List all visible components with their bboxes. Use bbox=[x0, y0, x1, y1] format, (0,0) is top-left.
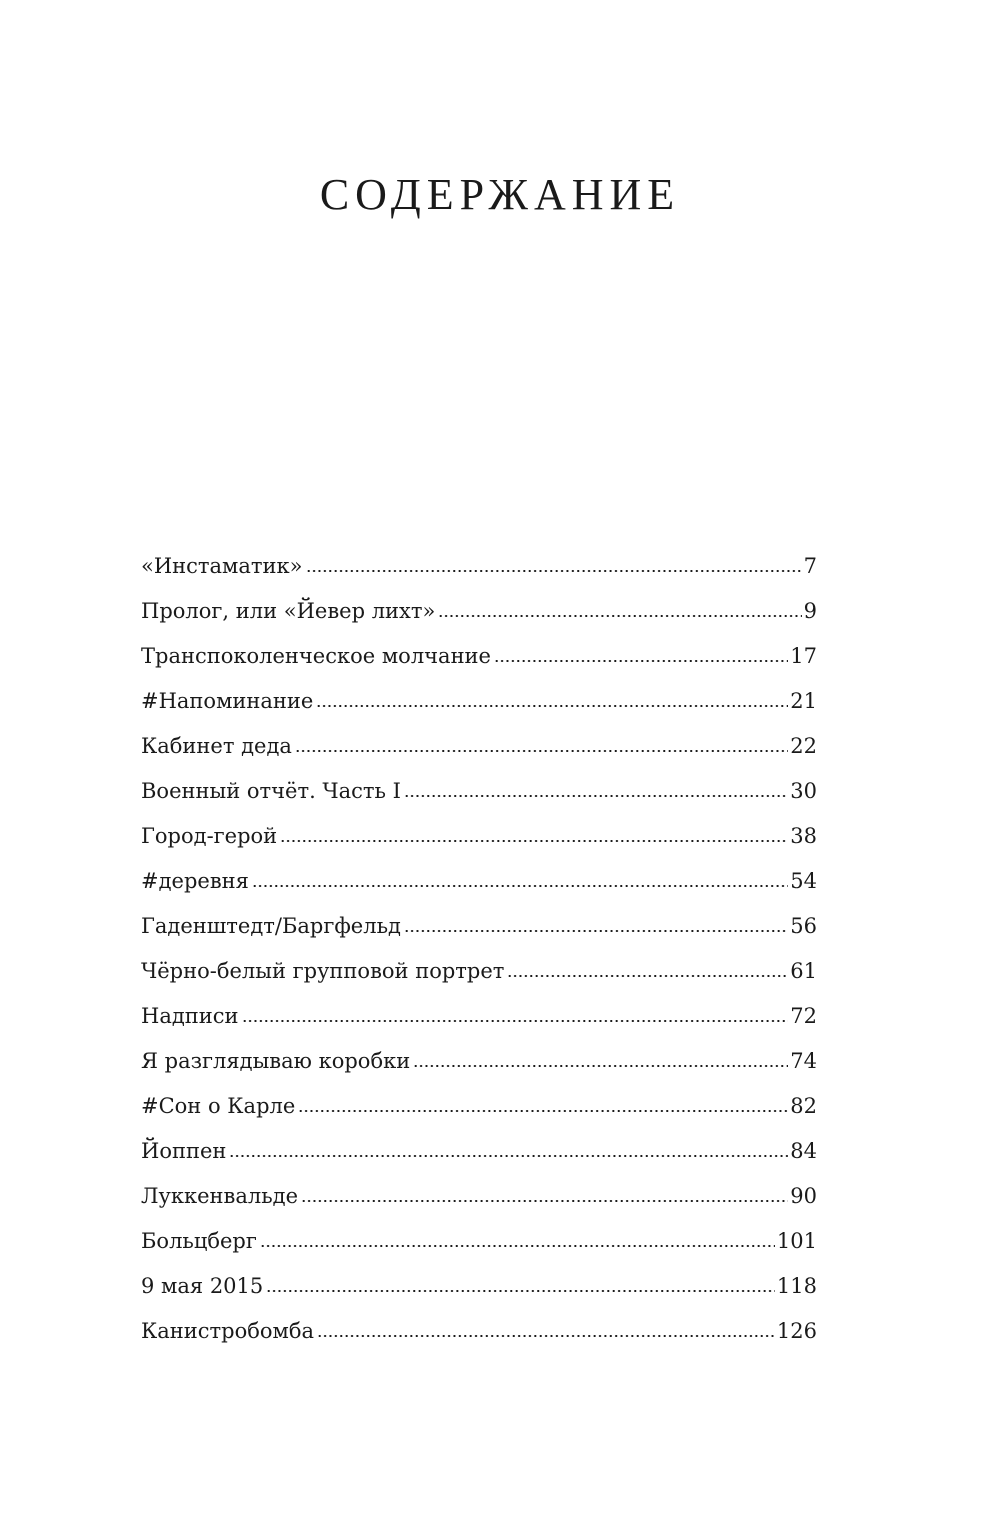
toc-entry-title: Город-герой bbox=[141, 824, 278, 848]
toc-entry[interactable] bbox=[141, 1219, 817, 1264]
toc-entry-page: 54 bbox=[790, 869, 817, 893]
toc-entry-page: 61 bbox=[790, 959, 817, 983]
toc-entry[interactable] bbox=[141, 1039, 817, 1084]
toc-entry-page: 126 bbox=[776, 1319, 817, 1343]
toc-entry[interactable] bbox=[141, 724, 817, 769]
dot-leader bbox=[317, 1335, 775, 1337]
table-of-contents bbox=[141, 544, 817, 1354]
dot-leader bbox=[242, 1020, 789, 1022]
toc-entry-title: 9 мая 2015 bbox=[141, 1274, 264, 1298]
dot-leader bbox=[316, 705, 788, 707]
toc-entry-page: 90 bbox=[790, 1184, 817, 1208]
dot-leader bbox=[306, 570, 802, 572]
toc-entry-page: 7 bbox=[803, 554, 817, 578]
dot-leader bbox=[266, 1290, 775, 1292]
toc-entry-page: 74 bbox=[790, 1049, 817, 1073]
dot-leader bbox=[404, 930, 788, 932]
toc-entry-page: 17 bbox=[790, 644, 817, 668]
toc-entry-title: Больцберг bbox=[141, 1229, 257, 1253]
toc-entry[interactable] bbox=[141, 544, 817, 589]
toc-entry[interactable] bbox=[141, 1129, 817, 1174]
dot-leader bbox=[301, 1200, 788, 1202]
toc-entry-title: Канистробомба bbox=[141, 1319, 315, 1343]
dot-leader bbox=[298, 1110, 788, 1112]
toc-entry-page: 22 bbox=[790, 734, 817, 758]
toc-entry-title: Гаденштедт/Баргфельд bbox=[141, 914, 401, 938]
toc-entry-title: Пролог, или «Йевер лихт» bbox=[141, 599, 436, 623]
toc-entry-title: «Инстаматик» bbox=[141, 554, 303, 578]
toc-entry[interactable] bbox=[141, 589, 817, 634]
toc-entry-title: Чёрно-белый групповой портрет bbox=[141, 959, 505, 983]
toc-entry[interactable] bbox=[141, 904, 817, 949]
toc-entry-title: Я разглядываю коробки bbox=[141, 1049, 411, 1073]
toc-entry-page: 84 bbox=[790, 1139, 817, 1163]
toc-entry-page: 38 bbox=[790, 824, 817, 848]
page-title: СОДЕРЖАНИЕ bbox=[319, 170, 681, 219]
dot-leader bbox=[229, 1155, 788, 1157]
toc-entry[interactable] bbox=[141, 634, 817, 679]
toc-entry[interactable] bbox=[141, 1174, 817, 1219]
toc-entry-title: Надписи bbox=[141, 1004, 239, 1028]
dot-leader bbox=[507, 975, 788, 977]
toc-entry-page: 30 bbox=[790, 779, 817, 803]
toc-entry-title: Йоппен bbox=[141, 1139, 227, 1163]
toc-entry-title: #деревня bbox=[141, 869, 249, 893]
toc-entry-title: Луккенвальде bbox=[141, 1184, 299, 1208]
toc-entry-title: Военный отчёт. Часть I bbox=[141, 779, 401, 803]
toc-entry[interactable] bbox=[141, 679, 817, 724]
toc-entry-page: 72 bbox=[790, 1004, 817, 1028]
dot-leader bbox=[494, 660, 788, 662]
dot-leader bbox=[438, 615, 801, 617]
dot-leader bbox=[295, 750, 788, 752]
toc-entry-page: 118 bbox=[776, 1274, 817, 1298]
dot-leader bbox=[413, 1065, 788, 1067]
toc-entry[interactable] bbox=[141, 1309, 817, 1354]
dot-leader bbox=[260, 1245, 775, 1247]
toc-entry-title: Кабинет деда bbox=[141, 734, 292, 758]
toc-entry[interactable] bbox=[141, 994, 817, 1039]
toc-entry[interactable] bbox=[141, 769, 817, 814]
dot-leader bbox=[252, 885, 788, 887]
toc-entry-page: 82 bbox=[790, 1094, 817, 1118]
toc-entry-page: 21 bbox=[790, 689, 817, 713]
toc-entry-title: Транспоколенческое молчание bbox=[141, 644, 491, 668]
toc-entry[interactable] bbox=[141, 1084, 817, 1129]
dot-leader bbox=[280, 840, 788, 842]
toc-entry-page: 9 bbox=[803, 599, 817, 623]
toc-entry[interactable] bbox=[141, 1264, 817, 1309]
toc-entry-page: 56 bbox=[790, 914, 817, 938]
toc-entry[interactable] bbox=[141, 949, 817, 994]
dot-leader bbox=[404, 795, 788, 797]
toc-entry-title: #Напоминание bbox=[141, 689, 314, 713]
toc-entry-title: #Сон о Карле bbox=[141, 1094, 296, 1118]
toc-entry-page: 101 bbox=[776, 1229, 817, 1253]
toc-entry[interactable] bbox=[141, 814, 817, 859]
toc-entry[interactable] bbox=[141, 859, 817, 904]
